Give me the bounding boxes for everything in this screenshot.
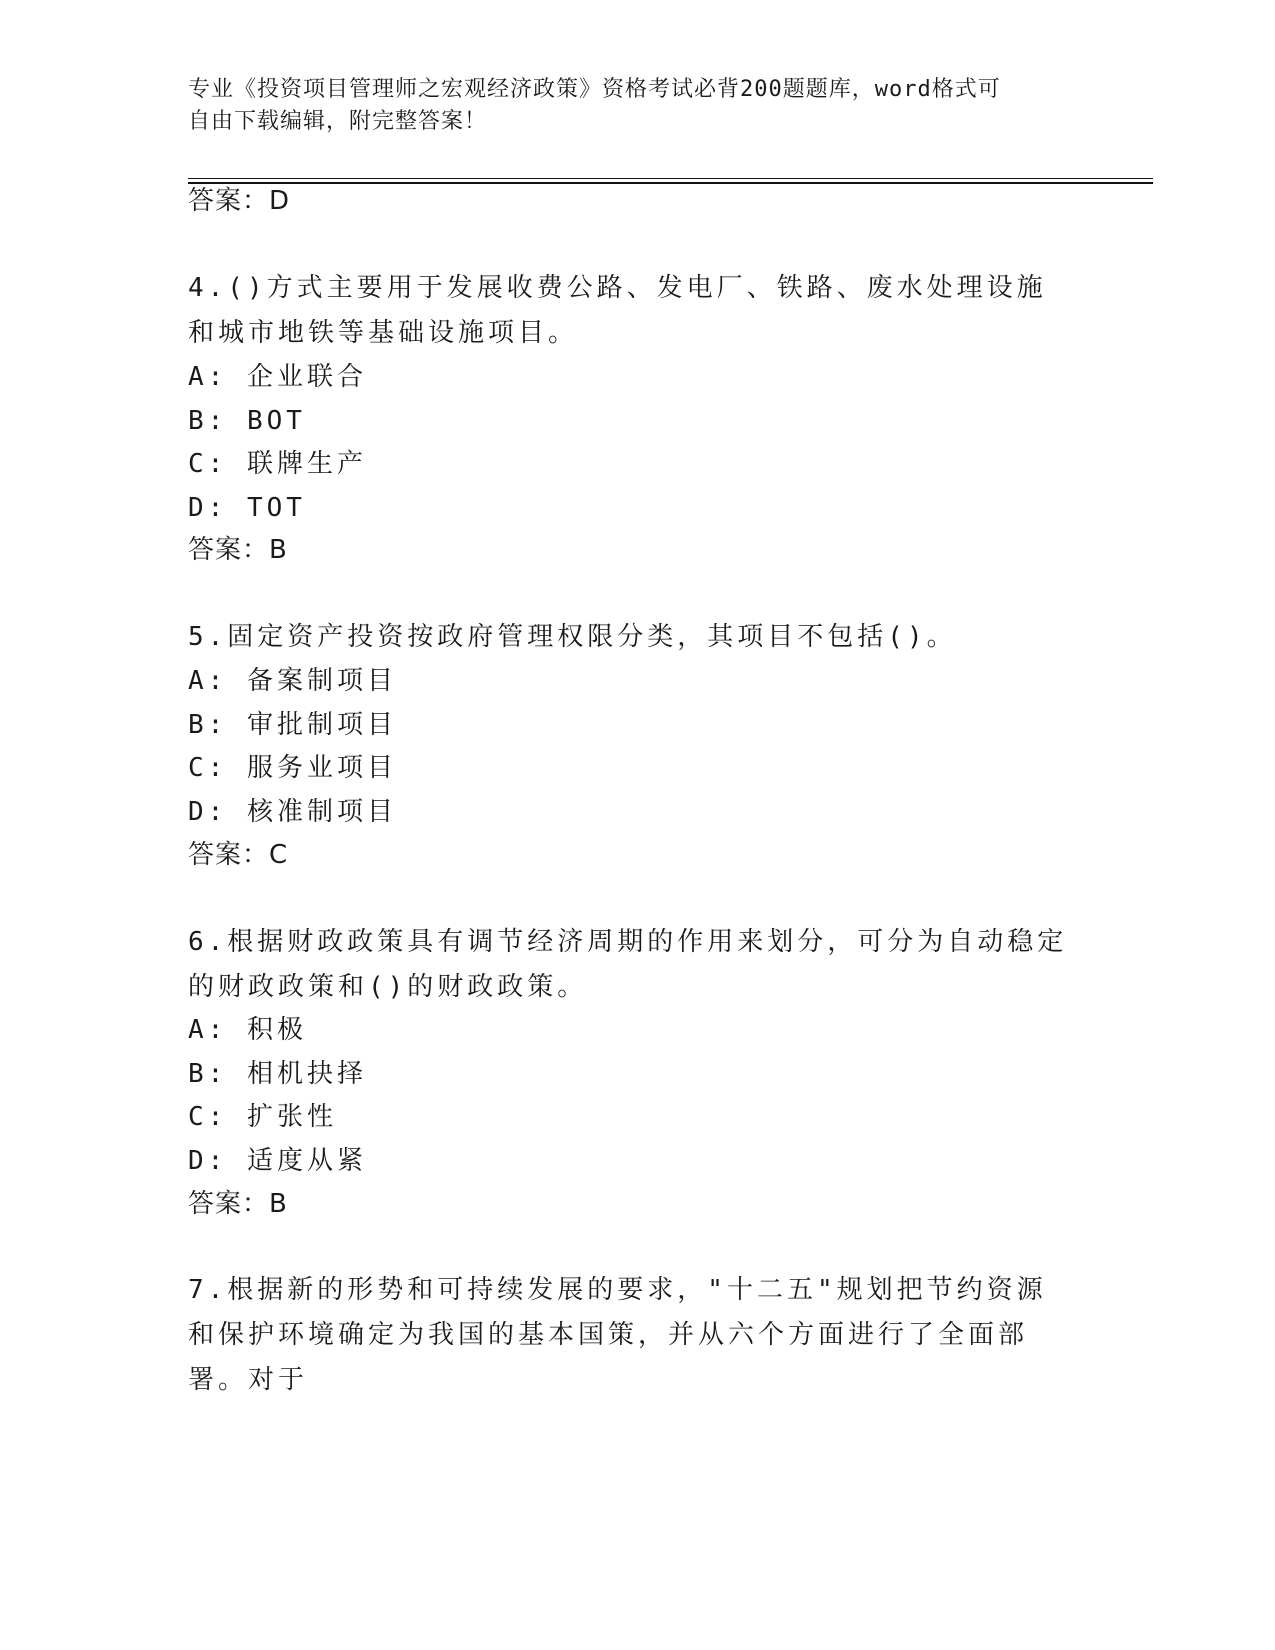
question-5-option-c: C: 服务业项目: [188, 753, 397, 783]
header-line-2: 自由下载编辑，附完整答案！: [188, 109, 488, 134]
question-6-stem: 6.根据财政政策具有调节经济周期的作用来划分，可分为自动稳定的财政政策和()的财政政策。: [188, 927, 1068, 1002]
question-7-stem: 7.根据新的形势和可持续发展的要求，"十二五"规划把节约资源和保护环境确定为我国的基本国策，并从六个方面进行了全面部署。对于: [188, 1275, 1047, 1395]
question-4-option-a: A: 企业联合: [188, 362, 367, 392]
question-5-option-d: D: 核准制项目: [188, 797, 397, 827]
answer-q3: 答案：D: [188, 186, 291, 216]
header-divider-top: [188, 178, 1153, 179]
page-header: [188, 74, 1068, 138]
question-4-option-d: D: TOT: [188, 493, 306, 523]
answer-q4: 答案：B: [188, 535, 288, 565]
question-4-stem: 4.()方式主要用于发展收费公路、发电厂、铁路、废水处理设施和城市地铁等基础设施项目。: [188, 273, 1047, 348]
question-6-option-d: D: 适度从紧: [188, 1146, 367, 1176]
question-4-option-c: C: 联牌生产: [188, 449, 367, 479]
question-6-option-b: B: 相机抉择: [188, 1059, 367, 1089]
question-6-option-a: A: 积极: [188, 1015, 307, 1045]
question-6-option-c: C: 扩张性: [188, 1102, 337, 1132]
header-line-1: 专业《投资项目管理师之宏观经济政策》资格考试必背200题题库，word格式可: [188, 77, 1001, 102]
question-5-option-b: B: 审批制项目: [188, 710, 397, 740]
question-4-option-b: B: BOT: [188, 406, 306, 436]
question-5-stem: 5.固定资产投资按政府管理权限分类，其项目不包括()。: [188, 622, 957, 652]
answer-q6: 答案：B: [188, 1189, 288, 1219]
question-5-option-a: A: 备案制项目: [188, 666, 397, 696]
header-divider-bottom: [188, 182, 1153, 184]
answer-q5: 答案：C: [188, 840, 289, 870]
